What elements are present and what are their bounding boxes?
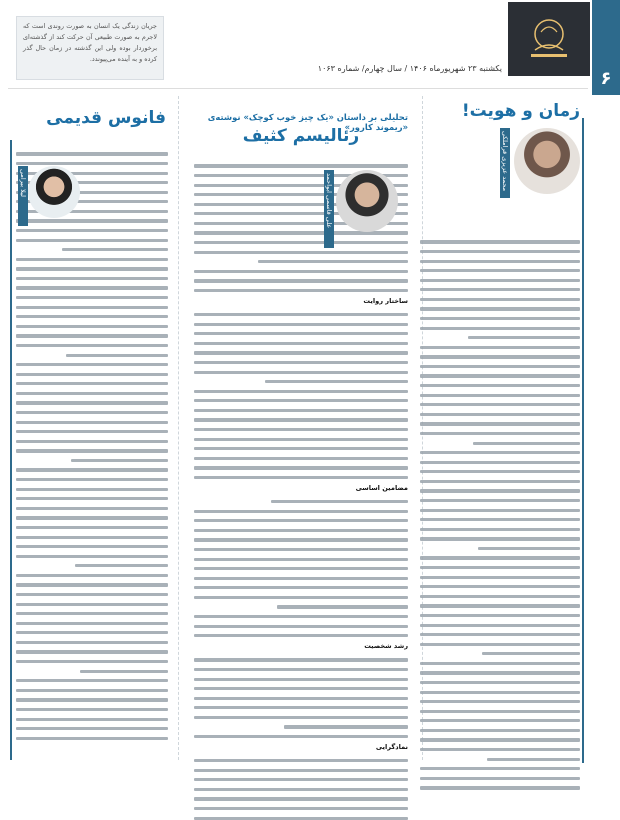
text-line bbox=[420, 681, 580, 684]
text-line bbox=[194, 658, 408, 661]
text-line bbox=[194, 596, 408, 599]
text-line bbox=[16, 631, 168, 634]
text-line bbox=[194, 164, 408, 167]
text-line bbox=[468, 336, 580, 339]
text-line bbox=[420, 317, 580, 320]
text-line bbox=[420, 671, 580, 674]
text-line bbox=[16, 526, 168, 529]
section-subhead: ساختار روایت bbox=[363, 297, 408, 306]
text-line bbox=[194, 351, 408, 354]
article-subtitle: تحلیلی بر داستان «یک چیز خوب کوچک» نوشته‌ی «ریموند کارور» bbox=[207, 112, 408, 132]
text-line bbox=[265, 380, 408, 383]
article-title: رئالیسم کثیف bbox=[242, 126, 360, 146]
text-line bbox=[194, 706, 408, 709]
text-line bbox=[194, 678, 408, 681]
text-line bbox=[16, 593, 168, 596]
text-line bbox=[16, 334, 168, 337]
text-line bbox=[194, 529, 408, 532]
page-number: ۶ bbox=[592, 0, 620, 95]
text-line bbox=[16, 641, 168, 644]
author-label: لیلا بیرامی bbox=[18, 166, 28, 226]
text-line bbox=[420, 298, 580, 301]
text-line bbox=[194, 279, 408, 282]
text-line bbox=[16, 306, 168, 309]
text-line bbox=[420, 279, 580, 282]
text-line bbox=[420, 777, 580, 780]
text-line bbox=[16, 660, 168, 663]
text-line bbox=[420, 537, 580, 540]
text-line bbox=[16, 650, 168, 653]
text-line bbox=[420, 528, 580, 531]
text-line bbox=[194, 270, 408, 273]
text-line bbox=[194, 519, 408, 522]
text-line bbox=[194, 476, 408, 479]
text-line bbox=[420, 346, 580, 349]
text-line bbox=[66, 354, 168, 357]
text-line bbox=[16, 449, 168, 452]
text-line bbox=[420, 394, 580, 397]
text-line bbox=[16, 411, 168, 414]
text-line bbox=[71, 459, 168, 462]
text-line bbox=[194, 390, 408, 393]
text-line bbox=[194, 817, 408, 820]
section-subhead: رشد شخصیت bbox=[364, 642, 408, 651]
text-line bbox=[16, 152, 168, 155]
text-line bbox=[16, 507, 168, 510]
text-line bbox=[194, 313, 408, 316]
text-line bbox=[16, 296, 168, 299]
text-line bbox=[420, 250, 580, 253]
text-line bbox=[16, 718, 168, 721]
text-line bbox=[194, 759, 408, 762]
text-line bbox=[420, 738, 580, 741]
author-label: محمد عزیزی قراملکی bbox=[500, 128, 510, 198]
text-line bbox=[16, 536, 168, 539]
text-line bbox=[420, 365, 580, 368]
text-line bbox=[194, 289, 408, 292]
text-line bbox=[420, 719, 580, 722]
text-line bbox=[16, 574, 168, 577]
text-line bbox=[420, 480, 580, 483]
text-line bbox=[420, 729, 580, 732]
text-line bbox=[420, 489, 580, 492]
text-line bbox=[16, 373, 168, 376]
text-line bbox=[194, 687, 408, 690]
text-line bbox=[420, 374, 580, 377]
text-line bbox=[194, 510, 408, 513]
text-line bbox=[420, 691, 580, 694]
text-line bbox=[16, 392, 168, 395]
article-body bbox=[16, 152, 168, 739]
text-line bbox=[62, 248, 168, 251]
text-line bbox=[277, 605, 408, 608]
text-line bbox=[16, 679, 168, 682]
left-accent-bar bbox=[10, 140, 12, 760]
text-line bbox=[420, 307, 580, 310]
text-line bbox=[16, 622, 168, 625]
text-line bbox=[478, 547, 580, 550]
text-line bbox=[16, 708, 168, 711]
text-line bbox=[194, 586, 408, 589]
text-line bbox=[482, 652, 580, 655]
text-line bbox=[194, 558, 408, 561]
text-line bbox=[420, 748, 580, 751]
text-line bbox=[75, 564, 168, 567]
text-line bbox=[16, 258, 168, 261]
text-line bbox=[420, 470, 580, 473]
text-line bbox=[420, 461, 580, 464]
text-line bbox=[16, 277, 168, 280]
text-line bbox=[194, 361, 408, 364]
text-line bbox=[16, 468, 168, 471]
text-line bbox=[420, 355, 580, 358]
text-line bbox=[284, 725, 408, 728]
issue-date-line: یکشنبه ۲۳ شهریورماه ۱۴۰۶ / سال چهارم/ شماره ۱۰۶۳ bbox=[317, 64, 502, 73]
text-line bbox=[420, 556, 580, 559]
text-line bbox=[194, 418, 408, 421]
author-photo-block bbox=[324, 170, 398, 256]
text-line bbox=[16, 239, 168, 242]
text-line bbox=[420, 413, 580, 416]
text-line bbox=[16, 737, 168, 740]
text-line bbox=[194, 342, 408, 345]
text-line bbox=[194, 457, 408, 460]
text-line bbox=[194, 577, 408, 580]
publication-logo bbox=[508, 2, 590, 76]
avatar bbox=[514, 128, 580, 194]
text-line bbox=[420, 786, 580, 789]
text-line bbox=[194, 538, 408, 541]
text-line bbox=[16, 421, 168, 424]
callout-note: جریان زندگی یک انسان به صورت روندی است که لاجرم به صورت طبیعی آن حرکت کند از گذشته‌ای برخوردار بوده ولی این گذشته در زمان حال گذر کرده و به آینده می‌پیوندد. bbox=[16, 16, 164, 80]
text-line bbox=[194, 399, 408, 402]
text-line bbox=[473, 442, 580, 445]
text-line bbox=[420, 662, 580, 665]
text-line bbox=[420, 604, 580, 607]
text-line bbox=[194, 323, 408, 326]
text-line bbox=[420, 269, 580, 272]
text-line bbox=[16, 162, 168, 165]
avatar bbox=[336, 170, 398, 232]
text-line bbox=[420, 710, 580, 713]
text-line bbox=[487, 758, 580, 761]
text-line bbox=[420, 576, 580, 579]
text-line bbox=[194, 697, 408, 700]
text-line bbox=[16, 727, 168, 730]
text-line bbox=[194, 371, 408, 374]
section-subhead: مضامین اساسی bbox=[355, 484, 408, 493]
text-line bbox=[16, 325, 168, 328]
text-line bbox=[16, 401, 168, 404]
text-line bbox=[194, 788, 408, 791]
author-label: علی قاسمی ابواحمد bbox=[324, 170, 334, 248]
text-line bbox=[420, 240, 580, 243]
text-line bbox=[16, 497, 168, 500]
text-line bbox=[271, 500, 408, 503]
text-line bbox=[194, 409, 408, 412]
text-line bbox=[420, 700, 580, 703]
text-line bbox=[16, 516, 168, 519]
text-line bbox=[16, 315, 168, 318]
text-line bbox=[420, 403, 580, 406]
text-line bbox=[16, 478, 168, 481]
text-line bbox=[420, 509, 580, 512]
text-line bbox=[16, 612, 168, 615]
text-line bbox=[420, 288, 580, 291]
text-line bbox=[16, 488, 168, 491]
text-line bbox=[420, 595, 580, 598]
text-line bbox=[194, 668, 408, 671]
text-line bbox=[16, 555, 168, 558]
text-line bbox=[420, 518, 580, 521]
text-line bbox=[194, 735, 408, 738]
text-line bbox=[194, 548, 408, 551]
text-line bbox=[16, 382, 168, 385]
text-line bbox=[420, 633, 580, 636]
author-photo-block bbox=[18, 166, 80, 236]
text-line bbox=[16, 689, 168, 692]
article-title: فانوس قدیمی bbox=[46, 108, 166, 128]
text-line bbox=[258, 260, 408, 263]
page-header bbox=[0, 0, 620, 95]
text-line bbox=[16, 286, 168, 289]
logo-emblem-icon bbox=[521, 16, 577, 62]
text-line bbox=[194, 807, 408, 810]
column-divider-left bbox=[178, 96, 179, 760]
article-body bbox=[420, 240, 580, 789]
article-body bbox=[194, 164, 408, 819]
text-line bbox=[80, 670, 168, 673]
text-line bbox=[420, 614, 580, 617]
text-line bbox=[420, 767, 580, 770]
avatar bbox=[28, 166, 80, 218]
text-line bbox=[420, 624, 580, 627]
text-line bbox=[420, 566, 580, 569]
text-line bbox=[420, 499, 580, 502]
article-title: زمان و هویت! bbox=[461, 101, 580, 121]
text-line bbox=[420, 422, 580, 425]
text-line bbox=[194, 634, 408, 637]
text-line bbox=[16, 603, 168, 606]
author-photo-block bbox=[500, 128, 580, 214]
text-line bbox=[194, 567, 408, 570]
text-line bbox=[16, 363, 168, 366]
text-line bbox=[194, 438, 408, 441]
text-line bbox=[16, 583, 168, 586]
text-line bbox=[194, 615, 408, 618]
text-line bbox=[420, 585, 580, 588]
text-line bbox=[420, 384, 580, 387]
text-line bbox=[16, 545, 168, 548]
text-line bbox=[16, 698, 168, 701]
text-line bbox=[420, 643, 580, 646]
text-line bbox=[16, 440, 168, 443]
text-line bbox=[420, 327, 580, 330]
section-subhead: نمادگرایی bbox=[375, 743, 408, 752]
text-line bbox=[194, 447, 408, 450]
text-line bbox=[420, 260, 580, 263]
text-line bbox=[194, 797, 408, 800]
right-accent-bar bbox=[582, 118, 584, 763]
text-line bbox=[194, 778, 408, 781]
text-line bbox=[16, 430, 168, 433]
text-line bbox=[194, 428, 408, 431]
text-line bbox=[16, 344, 168, 347]
text-line bbox=[194, 466, 408, 469]
text-line bbox=[194, 332, 408, 335]
text-line bbox=[194, 769, 408, 772]
text-line bbox=[420, 432, 580, 435]
text-line bbox=[420, 451, 580, 454]
text-line bbox=[194, 716, 408, 719]
text-line bbox=[194, 625, 408, 628]
header-divider bbox=[8, 88, 588, 89]
text-line bbox=[16, 267, 168, 270]
